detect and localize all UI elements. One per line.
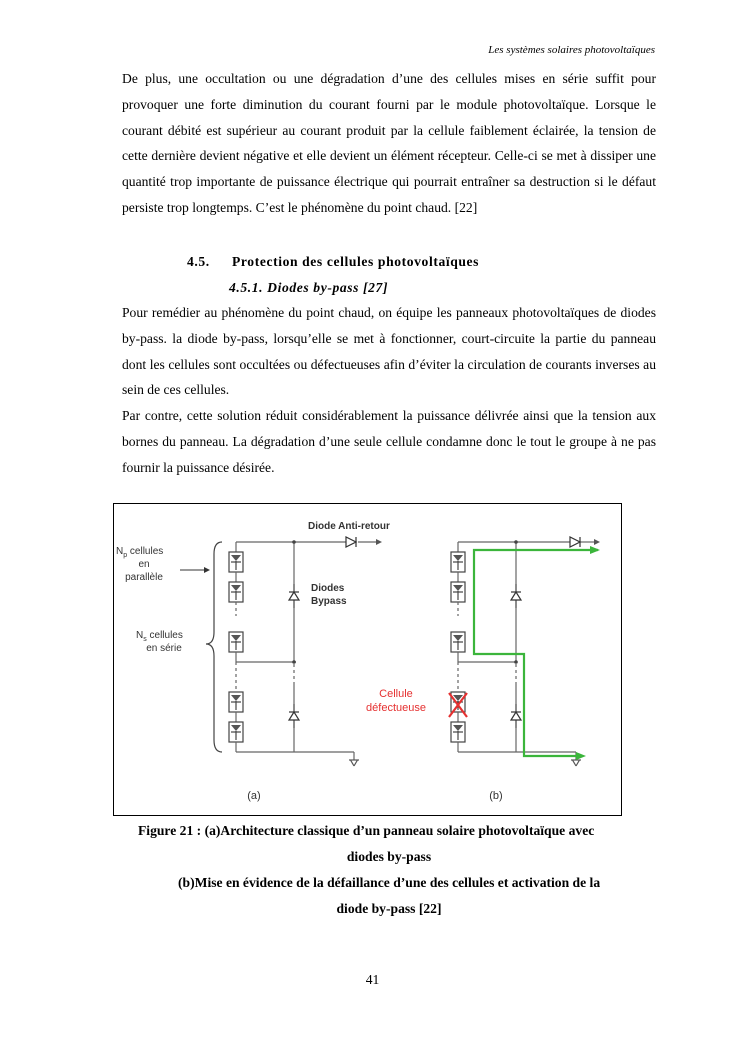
anti-return-label: Diode Anti-retour bbox=[308, 521, 390, 532]
running-header: Les systèmes solaires photovoltaïques bbox=[488, 44, 655, 56]
bypass-diode-a-2 bbox=[289, 704, 299, 728]
bypass-diagram bbox=[114, 504, 621, 815]
bypass-diode-a-1 bbox=[289, 584, 299, 608]
bypass-diode-b-2 bbox=[511, 704, 521, 728]
ns-label-line1: $N_s$ cellules bbox=[136, 630, 183, 643]
cell-a-3 bbox=[229, 632, 243, 652]
defect-label-line1: Cellule bbox=[379, 688, 413, 700]
section-title: Protection des cellules photovoltaïques bbox=[232, 254, 480, 269]
np-label-line1: $N_p$ cellules bbox=[116, 546, 164, 559]
figure-caption-b bbox=[122, 870, 656, 922]
diodes-label: Diodes bbox=[311, 583, 345, 594]
np-label-line2: en bbox=[138, 559, 150, 570]
ns-label-line2: en série bbox=[146, 643, 182, 654]
caption-line-4: diode by-pass [22] bbox=[336, 901, 442, 916]
defect-label-line2: défectueuse bbox=[366, 702, 426, 714]
current-arrow-bottom bbox=[576, 752, 586, 760]
cell-a-5 bbox=[229, 722, 243, 742]
figure-caption-a bbox=[122, 818, 656, 870]
label-b: (b) bbox=[489, 790, 503, 802]
panel-a bbox=[116, 521, 390, 802]
cell-b-3 bbox=[451, 632, 465, 652]
caption-line-3: (b)Mise en évidence de la défaillance d’une des cellules et activation de la bbox=[178, 875, 601, 890]
anti-return-diode-b bbox=[570, 537, 580, 547]
subsection-heading-4-5-1: 4.5.1. Diodes by-pass [27] bbox=[229, 280, 389, 295]
series-brace bbox=[206, 542, 222, 752]
paragraph-2-text: Pour remédier au phénomène du point chaud, on équipe les panneaux photovoltaïques de diodes by-pass. la diode by-pass, lorsqu’elle se met à fonctionner, court-circuite la partie du panneau dont les cellules sont occultées ou défectueuses afin d’éviter la circulation de courants inverses au sein de ces cellules. bbox=[122, 305, 656, 398]
caption-line-1: Figure 21 : (a)Architecture classique d’un panneau solaire photovoltaïque avec bbox=[138, 823, 595, 838]
section-heading-4-5 bbox=[187, 254, 479, 270]
label-a: (a) bbox=[247, 790, 261, 802]
paragraph-hot-spot bbox=[122, 66, 656, 221]
current-path bbox=[474, 550, 598, 756]
cell-a-4 bbox=[229, 692, 243, 712]
cell-b-defective bbox=[451, 692, 465, 712]
figure-21 bbox=[113, 503, 622, 816]
section-number: 4.5. bbox=[187, 254, 210, 269]
current-arrow-top bbox=[590, 546, 600, 554]
np-label-line3: parallèle bbox=[125, 572, 163, 583]
cell-b-5 bbox=[451, 722, 465, 742]
cell-a-1 bbox=[229, 552, 243, 572]
ground-a bbox=[349, 760, 359, 766]
caption-line-2: diodes by-pass bbox=[346, 849, 432, 864]
cell-b-2 bbox=[451, 582, 465, 602]
paragraph-3-text: Par contre, cette solution réduit considérablement la puissance délivrée ainsi que la tension aux bornes du panneau. La dégradation d’une seule cellule condamne donc le tout le groupe à ne pas fournir la puissance désirée. bbox=[122, 408, 656, 475]
anti-return-diode-a bbox=[346, 537, 356, 547]
cell-b-1 bbox=[451, 552, 465, 572]
bypass-label: Bypass bbox=[311, 596, 347, 607]
paragraph-bypass bbox=[122, 300, 656, 481]
ground-b bbox=[571, 760, 581, 766]
bypass-diode-b-1 bbox=[511, 584, 521, 608]
cell-a-2 bbox=[229, 582, 243, 602]
panel-b bbox=[366, 537, 600, 802]
page-number: 41 bbox=[365, 972, 380, 987]
paragraph-1-text: De plus, une occultation ou une dégradation d’une des cellules mises en série suffit pour provoquer une forte diminution du courant fourni par le module photovoltaïque. Lorsque le courant débité est supérieur au courant produit par la cellule faiblement éclairée, la tension de cette dernière devient négative et elle devient un élément récepteur. Celle-ci se met à dissiper une quantité trop importante de puissance électrique qui pourrait entraîner sa destruction si le défaut persiste trop longtemps. C’est le phénomène du point chaud. [22] bbox=[122, 71, 656, 215]
